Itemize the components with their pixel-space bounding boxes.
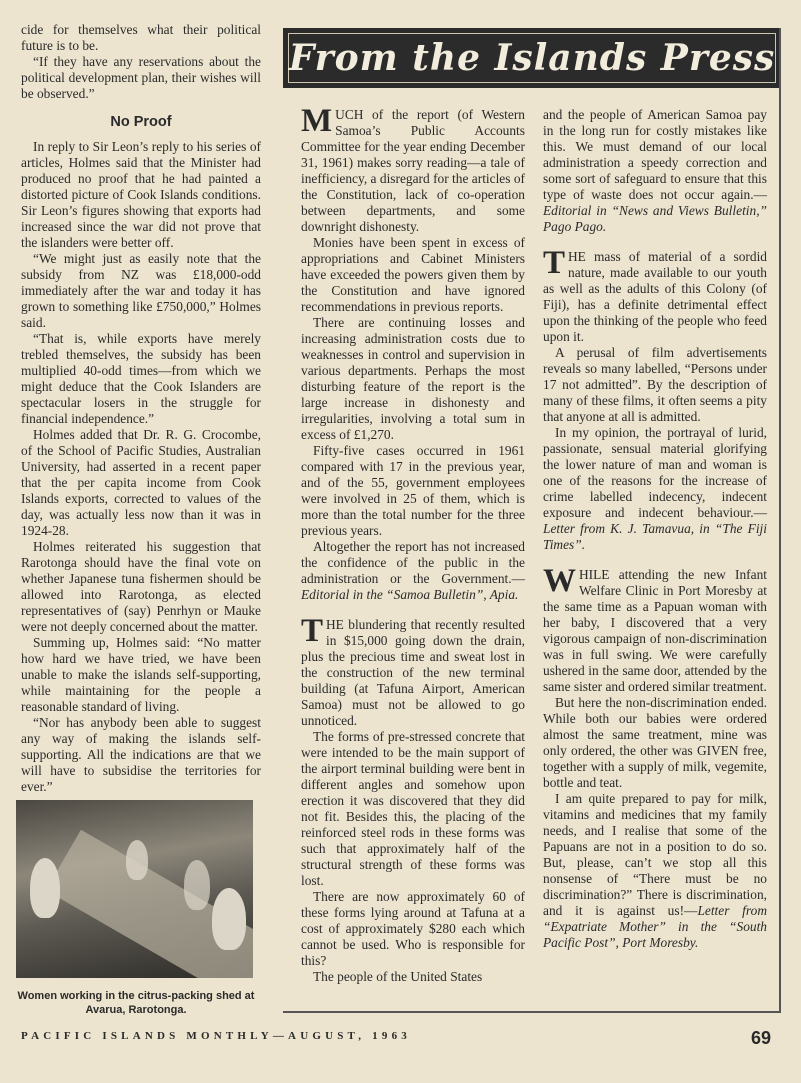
source-credit: Editorial in “News and Views Bulletin,” Pago Pago. xyxy=(543,203,767,234)
paragraph-text: UCH of the report (of Western Samoa’s Public Accounts Committee for the year ending December 31, 1961) makes sorry reading—a tale of inefficiency, a disregard for the articles of the Constitution, lack of co-operation between departments, and some downright dishonesty. xyxy=(301,107,525,234)
paragraph: Fifty-five cases occurred in 1961 compared with 17 in the previous year, and of the 55, government employees were involved in 25 of them, which is more than the total number for the three previous years. xyxy=(301,443,525,538)
worker-figure xyxy=(212,888,246,950)
paragraph-text: I am quite prepared to pay for milk, vitamins and medicines that my family needs, and I realise that some of the Papuans are not in a position to do so. But, please, can’t we stop all this nonsense of “There must be no discrimination?” There is discrimination, and it is against us!— xyxy=(543,791,767,918)
paragraph: The people of the United States xyxy=(313,969,483,984)
banner-frame xyxy=(288,33,776,83)
paragraph: “We might just as easily note that the subsidy from NZ was £18,000-odd immediately after the war and today it has grown to something like £750,000,” Holmes said. xyxy=(21,251,261,330)
paragraph: “If they have any reservations about the political development plan, their wishes will be observed.” xyxy=(21,54,261,101)
worker-figure xyxy=(184,860,210,910)
paragraph: “That is, while exports have merely trebled themselves, the subsidy has been multiplied 40-odd times—from which we might deduce that the Cook Islanders are spectacular losers in the struggle for financial independence.” xyxy=(21,331,261,426)
source-credit: Editorial in the “Samoa Bulletin”, Apia. xyxy=(301,587,519,602)
paragraph: Summing up, Holmes said: “No matter how hard we have tried, we have been unable to make the islands self-supporting, while maintaining for the people a reasonable standard of living. xyxy=(21,635,261,714)
paragraph xyxy=(543,425,767,553)
paragraph: But here the non-discrimination ended. While both our babies were ordered almost the same treatment, mine was only ordered, the other was GIVEN free, together with a supply of milk, vegemite, bottle and teat. xyxy=(543,695,767,790)
paragraph: Monies have been spent in excess of appropriations and Cabinet Ministers have exceeded the powers given them by the Constitution and have ignored recommendations in previous reports. xyxy=(301,235,525,314)
paragraph xyxy=(543,107,767,235)
paragraph: Holmes reiterated his suggestion that Rarotonga should have the final vote on whether Japanese tuna fishermen should be allowed into Rarotonga, as elected representatives of (say) Penrhyn or Mauke were not deeply concerned about the matter. xyxy=(21,539,261,634)
article-lead xyxy=(543,245,767,345)
paragraph: “Nor has anybody been able to suggest any way of making the islands self-supporting. All the indications are that we will have to subsidise the territories for ever.” xyxy=(21,715,261,794)
article-lead xyxy=(543,563,767,695)
drop-cap: T xyxy=(543,245,566,281)
section-banner xyxy=(283,28,781,88)
worker-figure xyxy=(126,840,148,880)
paragraph-text: HILE attending the new Infant Welfare Clinic in Port Moresby at the same time as a Papuan woman with her baby, I discovered that a very vigorous campaign of non-discrimination was in full swing. We were carefully ushered in the same door, attended by the same sister and ordered similar treatment. xyxy=(543,567,767,694)
paragraph: A perusal of film advertisements reveals so many labelled, “Persons under 17 not admitted”. By the description of many of these films, it often seems a pity that anyone at all is admitted. xyxy=(543,345,767,424)
paragraph: cide for themselves what their political future is to be. xyxy=(21,22,261,53)
article-lead xyxy=(301,613,525,729)
paragraph: There are continuing losses and increasing administration costs due to weaknesses in control and supervision in various departments. Perhaps the most disturbing feature of the report is the large increase in dishonesty and irregularities, involving a total sum in excess of £1,270. xyxy=(301,315,525,442)
paragraph: In reply to Sir Leon’s reply to his series of articles, Holmes said that the Minister had produced no proof that he had painted a distorted picture of Cook Islands conditions. Sir Leon’s figures showing that exports had increased since the war did not prove that the islanders were better off. xyxy=(21,139,261,250)
left-column xyxy=(21,22,261,795)
banner-title: From the Islands Press xyxy=(288,37,776,79)
drop-cap: T xyxy=(301,613,324,649)
article-lead xyxy=(301,103,525,235)
page-number: 69 xyxy=(751,1028,772,1048)
paragraph: There are now approximately 60 of these forms lying around at Tafuna at a cost of approximately $280 each which cannot be used. Who is responsible for this? xyxy=(301,889,525,968)
paragraph-text: HE mass of material of a sordid nature, made available to our youth as well as the adults of this Colony (of Fiji), has a definite detrimental effect upon the thinking of the people who feed upon it. xyxy=(543,249,767,344)
paragraph xyxy=(543,791,767,951)
paragraph-text: HE blundering that recently resulted in $15,000 going down the drain, plus the precious time and sweat lost in the construction of the new terminal building (at Tafuna Airport, American Samoa) must not be allowed to go unnoticed. xyxy=(301,617,525,728)
right-column xyxy=(543,107,767,951)
citrus-packing-photo xyxy=(16,800,253,978)
box-border-right xyxy=(779,28,781,1013)
box-border-bottom xyxy=(283,1011,781,1013)
paragraph-text: and the people of American Samoa pay in the long run for costly mistakes like this. We must demand of our local administration a speedy correction and some sort of safeguard to ensure that this type of waste does not occur again.— xyxy=(543,107,767,202)
section-heading: No Proof xyxy=(110,114,172,130)
photo-caption: Women working in the citrus-packing shed at Avarua, Rarotonga. xyxy=(17,990,255,1016)
paragraph: The forms of pre-stressed concrete that were intended to be the main support of the airport terminal building were bent in different angles and somehow upon erection it was discovered that they did not fit. Besides this, the placing of the reinforced steel rods in these forms was such that approximately half of the structural strength of these forms was lost. xyxy=(301,729,525,888)
paragraph: Holmes added that Dr. R. G. Crocombe, of the School of Pacific Studies, Australian University, had asserted in a recent paper that the per capita income from Cook Islands exports, corrected to values of the day, was actually less now than it was in 1924-28. xyxy=(21,427,261,538)
drop-cap: W xyxy=(543,563,576,599)
source-credit: Letter from “Expatriate Mother” in the “South Pacific Post”, Port Moresby. xyxy=(543,903,767,950)
middle-column xyxy=(301,103,525,985)
source-credit: Letter from K. J. Tamavua, in “The Fiji Times”. xyxy=(543,521,767,552)
worker-figure xyxy=(30,858,60,918)
drop-cap: M xyxy=(301,103,333,139)
paragraph-text: In my opinion, the portrayal of lurid, passionate, sensual material glorifying the lower nature of man and woman is one of the reasons for the increase of crime labelled indecency, indecent exposure and indecent behaviour.— xyxy=(543,425,767,520)
paragraph-text: Altogether the report has not increased the confidence of the public in the administration or the Government.— xyxy=(301,539,525,586)
running-footer: PACIFIC ISLANDS MONTHLY—AUGUST, 1963 xyxy=(21,1030,411,1042)
paragraph xyxy=(301,539,525,603)
